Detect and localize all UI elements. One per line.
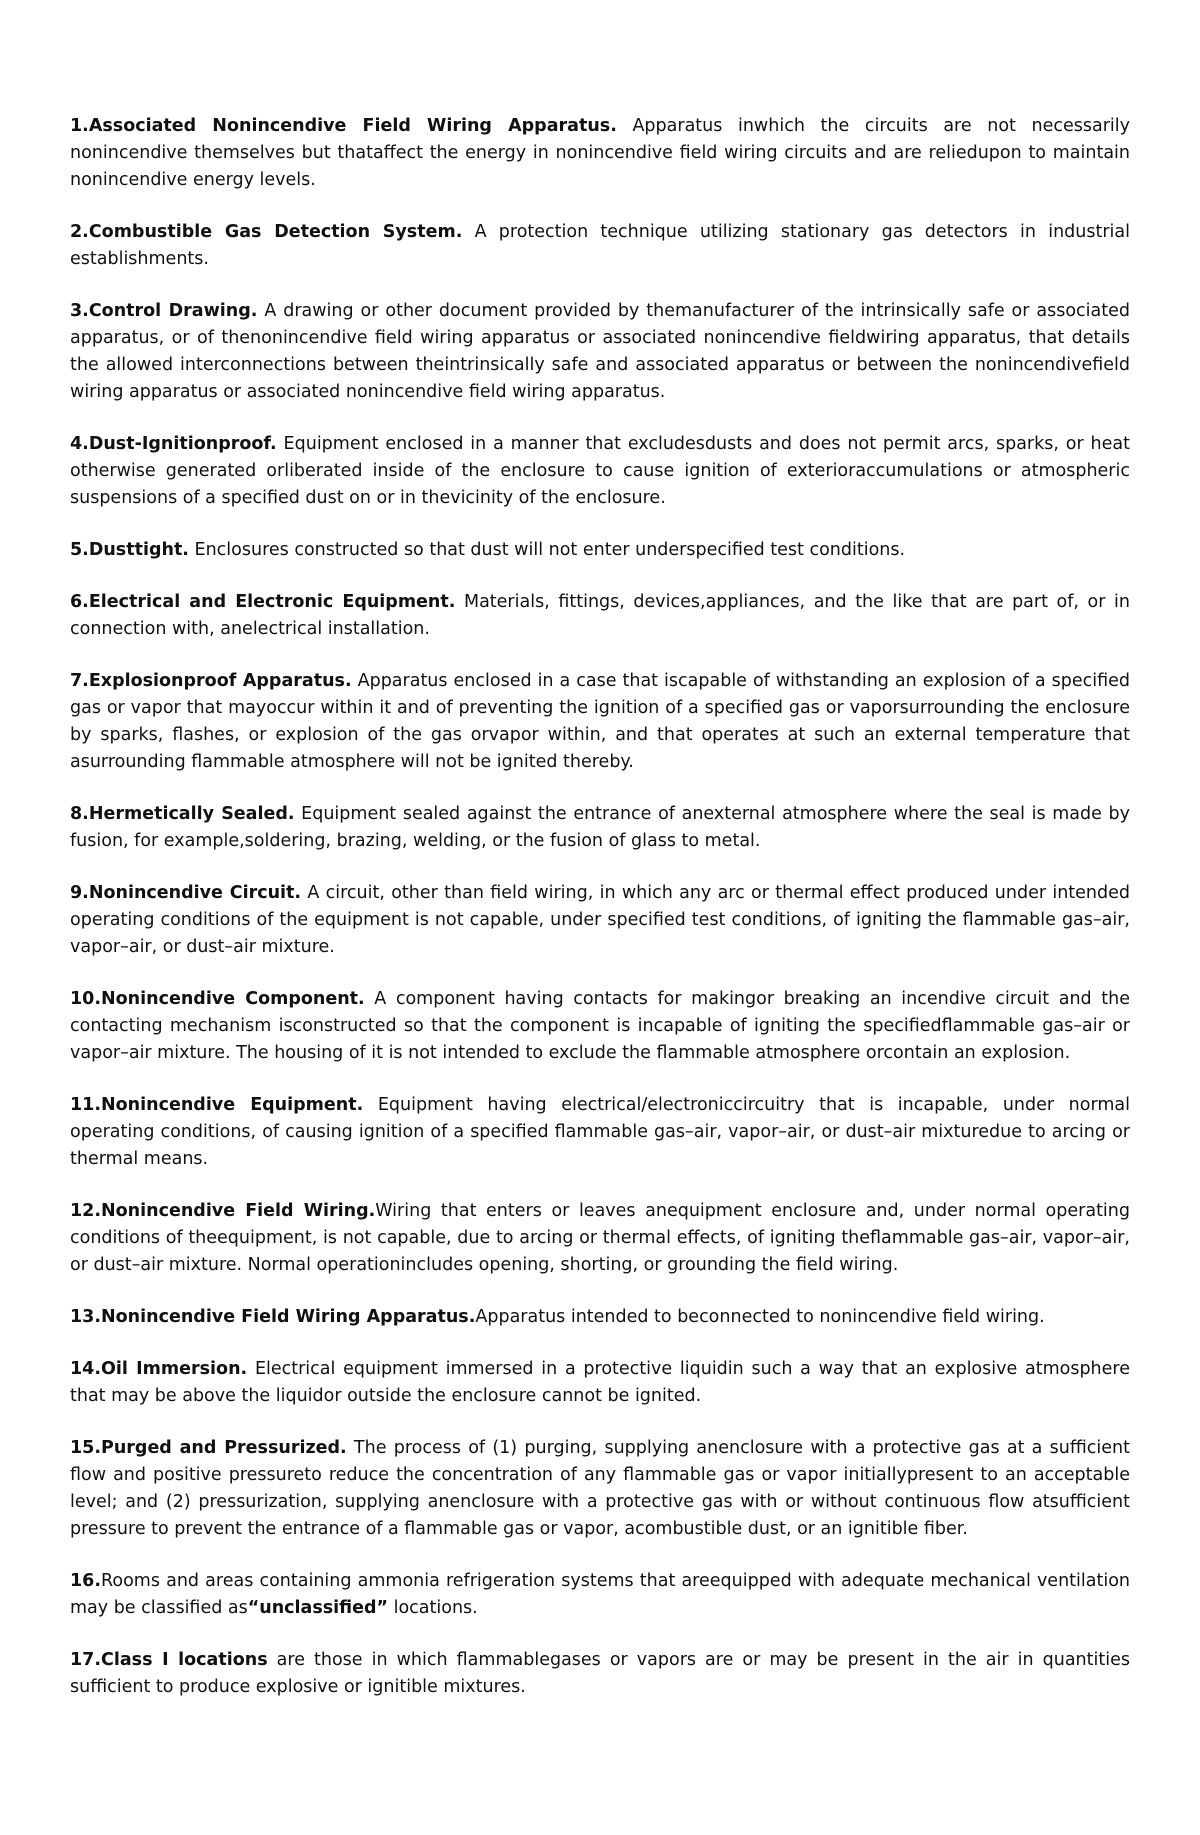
definition-text: Apparatus intended to beconnected to nonincendive field wiring.	[475, 1307, 1045, 1327]
definition-6	[70, 589, 1130, 643]
definition-3	[70, 298, 1130, 406]
definition-8	[70, 801, 1130, 855]
definition-term: 2.Combustible Gas Detection System.	[70, 222, 463, 242]
definition-7	[70, 668, 1130, 776]
definition-4	[70, 431, 1130, 512]
definition-16	[70, 1568, 1130, 1622]
definition-1	[70, 113, 1130, 194]
definition-text: are those in which flammablegases or vapors are or may be present in the air in quantities sufficient to produce explosive or ignitible mixtures.	[70, 1650, 1130, 1697]
definition-text: Wiring that enters or leaves anequipment enclosure and, under normal operating conditions of theequipment, is not capable, due to arcing or thermal effects, of igniting theflammable gas–air, vapor–air, or dust–air mixture. Normal operationincludes opening, shorting, or grounding the field wiring.	[70, 1201, 1130, 1275]
definition-text: Materials, fittings, devices,appliances, and the like that are part of, or in connection with, anelectrical installation.	[70, 592, 1130, 639]
definition-term: 10.Nonincendive Component.	[70, 989, 365, 1009]
definition-term: 11.Nonincendive Equipment.	[70, 1095, 364, 1115]
definition-term: 3.Control Drawing.	[70, 301, 258, 321]
definition-9	[70, 880, 1130, 961]
definition-5	[70, 537, 1130, 564]
definition-term: 8.Hermetically Sealed.	[70, 804, 295, 824]
document-page	[70, 113, 1130, 1726]
definition-term: 6.Electrical and Electronic Equipment.	[70, 592, 456, 612]
definition-term: 1.Associated Nonincendive Field Wiring Apparatus.	[70, 116, 617, 136]
definition-text: A component having contacts for makingor breaking an incendive circuit and the contacting mechanism isconstructed so that the component is incapable of igniting the specifiedflammable gas–air or vapor–air mixture. The housing of it is not intended to exclude the flammable atmosphere orcontain an explosion.	[70, 989, 1130, 1063]
definition-term: 5.Dusttight.	[70, 540, 189, 560]
definition-text: A circuit, other than field wiring, in which any arc or thermal effect produced under intended operating conditions of the equipment is not capable, under specified test conditions, of igniting the flammable gas–air, vapor–air, or dust–air mixture.	[70, 883, 1130, 957]
definition-term: 15.Purged and Pressurized.	[70, 1438, 347, 1458]
definition-term: 13.Nonincendive Field Wiring Apparatus.	[70, 1307, 476, 1327]
definition-11	[70, 1092, 1130, 1173]
definition-text: The process of (1) purging, supplying anenclosure with a protective gas at a sufficient flow and positive pressureto reduce the concentration of any flammable gas or vapor initiallypresent to an acceptable level; and (2) pressurization, supplying anenclosure with a protective gas with or without continuous flow atsufficient pressure to prevent the entrance of a flammable gas or vapor, acombustible dust, or an ignitible fiber.	[70, 1438, 1130, 1539]
definition-term: 4.Dust-Ignitionproof.	[70, 434, 277, 454]
definition-text: Apparatus inwhich the circuits are not necessarily nonincendive themselves but thataffect the energy in nonincendive field wiring circuits and are reliedupon to maintain nonincendive energy levels.	[70, 116, 1131, 190]
definition-text: Equipment enclosed in a manner that excludesdusts and does not permit arcs, sparks, or heat otherwise generated orliberated inside of the enclosure to cause ignition of exterioraccumulations or atmospheric suspensions of a specified dust on or in thevicinity of the enclosure.	[70, 434, 1130, 508]
definition-13	[70, 1304, 1130, 1331]
definition-2	[70, 219, 1130, 273]
definition-text: Electrical equipment immersed in a protective liquidin such a way that an explosive atmosphere that may be above the liquidor outside the enclosure cannot be ignited.	[70, 1359, 1130, 1406]
definition-number: 16.	[70, 1571, 102, 1591]
definition-text: Enclosures constructed so that dust will not enter underspecified test conditions.	[188, 540, 906, 560]
definition-term: 9.Nonincendive Circuit.	[70, 883, 302, 903]
definition-term: “unclassified”	[247, 1598, 389, 1618]
definition-15	[70, 1435, 1130, 1543]
definition-10	[70, 986, 1130, 1067]
definition-term: 7.Explosionproof Apparatus.	[70, 671, 352, 691]
definition-text: Equipment sealed against the entrance of anexternal atmosphere where the seal is made by fusion, for example,soldering, brazing, welding, or the fusion of glass to metal.	[70, 804, 1130, 851]
definition-text: Rooms and areas containing ammonia refrigeration systems that areequipped with adequate mechanical ventilation may be classified as	[70, 1571, 1130, 1618]
definition-12	[70, 1198, 1130, 1279]
definition-17	[70, 1647, 1130, 1701]
definition-text: A protection technique utilizing stationary gas detectors in industrial establishments.	[70, 222, 1130, 269]
definition-text: Equipment having electrical/electroniccircuitry that is incapable, under normal operating conditions, of causing ignition of a specified flammable gas–air, vapor–air, or dust–air mixturedue to arcing or thermal means.	[70, 1095, 1130, 1169]
definition-text: A drawing or other document provided by themanufacturer of the intrinsically safe or associated apparatus, or of thenonincendive field wiring apparatus or associated nonincendive fieldwiring apparatus, that details the allowed interconnections between theintrinsically safe and associated apparatus or between the nonincendivefield wiring apparatus or associated nonincendive field wiring apparatus.	[70, 301, 1130, 402]
definition-text-tail: locations.	[388, 1598, 478, 1618]
definition-term: 17.Class I locations	[70, 1650, 268, 1670]
definition-term: 14.Oil Immersion.	[70, 1359, 248, 1379]
definition-term: 12.Nonincendive Field Wiring.	[70, 1201, 376, 1221]
definition-text: Apparatus enclosed in a case that iscapable of withstanding an explosion of a specified gas or vapor that mayoccur within it and of preventing the ignition of a specified gas or vaporsurrounding the enclosure by sparks, flashes, or explosion of the gas orvapor within, and that operates at such an external temperature that asurrounding flammable atmosphere will not be ignited thereby.	[70, 671, 1131, 772]
definition-14	[70, 1356, 1130, 1410]
